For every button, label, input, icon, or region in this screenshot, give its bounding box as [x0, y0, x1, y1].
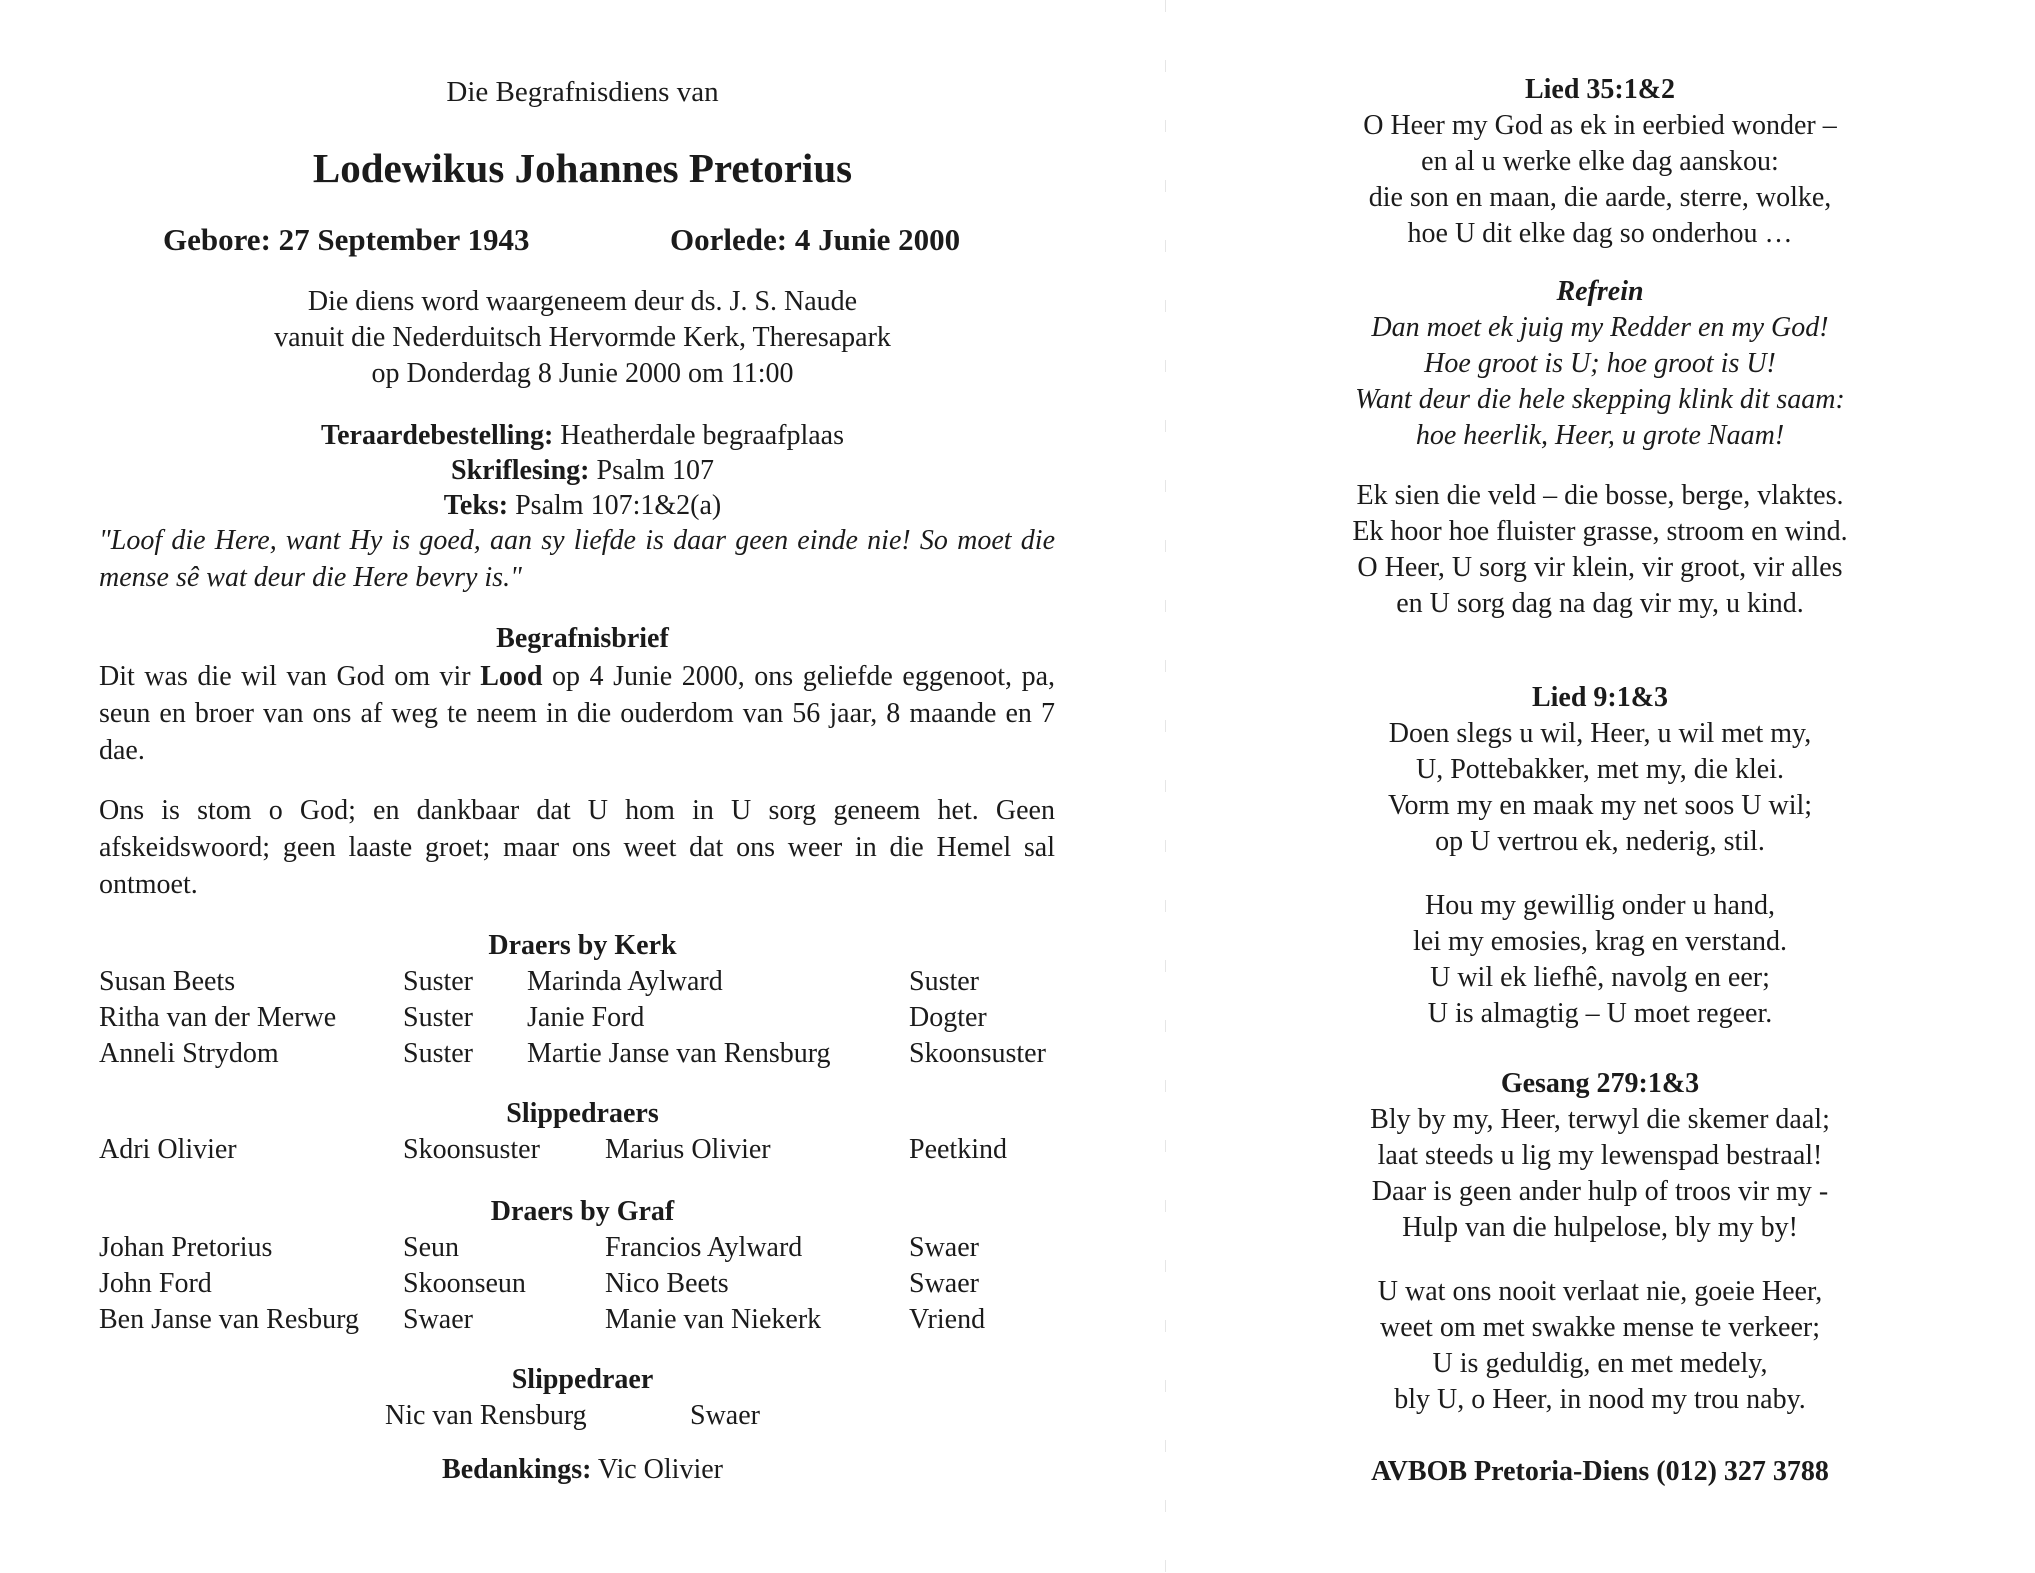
scripture-quote: "Loof die Here, want Hy is goed, aan sy liefde is daar geen einde nie! So moet die mense sê wat deur die Here bevry is."	[99, 525, 1055, 593]
bearer-relation: Swaer	[690, 1400, 760, 1431]
bearer-name: Adri Olivier	[99, 1134, 237, 1165]
text-label: Teks:	[443, 490, 509, 521]
bearer-row	[0, 1038, 1165, 1074]
bearer-relation: Skoonsuster	[909, 1038, 1046, 1069]
bearer-row	[0, 1134, 1165, 1170]
bearer-name: Janie Ford	[527, 1002, 645, 1033]
song-line: Ek sien die veld – die bosse, berge, vlaktes.	[1356, 480, 1844, 511]
song-line: Bly by my, Heer, terwyl die skemer daal;	[1370, 1104, 1830, 1135]
bearer-name: Nico Beets	[605, 1268, 729, 1299]
reading-label: Skriflesing:	[451, 455, 590, 486]
song-line: O Heer, U sorg vir klein, vir groot, vir alles	[1357, 552, 1843, 583]
refrain-line: Hoe groot is U; hoe groot is U!	[1424, 348, 1776, 379]
service-intro: Die Begrafnisdiens van	[446, 76, 719, 108]
bearer-relation: Suster	[403, 1038, 473, 1069]
bearer-relation: Skoonseun	[403, 1268, 526, 1299]
bearer-row	[0, 1002, 1165, 1038]
bearer-relation: Suster	[403, 1002, 473, 1033]
song-line: Vorm my en maak my net soos U wil;	[1387, 790, 1813, 821]
bearer-name: Nic van Rensburg	[385, 1400, 587, 1431]
song-1	[1165, 72, 2035, 252]
birth-date: Gebore: 27 September 1943	[163, 222, 530, 257]
bearer-name: Marinda Aylward	[527, 966, 723, 997]
bearer-relation: Suster	[403, 966, 473, 997]
song-2-verse-2	[1165, 888, 2035, 1032]
letter-paragraph-2: Ons is stom o God; en dankbaar dat U hom in U sorg geneem het. Geen afskeidswoord; geen laaste groet; maar ons weet dat ons weer in die Hemel sal ontmoet.	[99, 795, 1055, 900]
letter-paragraph-1	[99, 658, 1055, 769]
bearer-relation: Vriend	[909, 1304, 986, 1335]
song-line: die son en maan, die aarde, sterre, wolke,	[1368, 182, 1832, 213]
song-line: laat steeds u lig my lewenspad bestraal!	[1377, 1140, 1823, 1171]
refrain-line: hoe heerlik, Heer, u grote Naam!	[1415, 420, 1785, 451]
letter-text: op 4 Junie 2000, ons geliefde eggenoot, pa, seun en broer van ons af weg te neem in die ouderdom van 56 jaar, 8 maande en 7 dae.	[99, 661, 1056, 766]
burial-line	[0, 418, 1165, 453]
bearer-relation: Dogter	[909, 1002, 987, 1033]
song-title: Lied 9:1&3	[1531, 682, 1669, 713]
bearer-row	[0, 1400, 1165, 1436]
bearer-name: Johan Pretorius	[99, 1232, 273, 1263]
song-1-verse-2	[1165, 478, 2035, 622]
song-line: U wil ek liefhê, navolg en eer;	[1430, 962, 1770, 993]
letter-nickname: Lood	[480, 661, 543, 692]
refrain-line: Dan moet ek juig my Redder en my God!	[1371, 312, 1829, 343]
song-line: bly U, o Heer, in nood my trou naby.	[1394, 1384, 1806, 1415]
song-line: O Heer my God as ek in eerbied wonder –	[1363, 110, 1837, 141]
bearers-church-title: Draers by Kerk	[488, 930, 677, 961]
bearer-name: Martie Janse van Rensburg	[527, 1038, 831, 1069]
letter-text: Dit was die wil van God om vir	[99, 661, 481, 692]
song-line: weet om met swakke mense te verkeer;	[1379, 1312, 1821, 1343]
letter-title: Begrafnisbrief	[496, 623, 669, 654]
song-title: Gesang 279:1&3	[1500, 1068, 1700, 1099]
bearer-name: Anneli Strydom	[99, 1038, 279, 1069]
song-line: Hou my gewillig onder u hand,	[1425, 890, 1775, 921]
bearer-relation: Seun	[403, 1232, 459, 1263]
burial-value: Heatherdale begraafplaas	[560, 420, 844, 451]
song-line: U, Pottebakker, met my, die klei.	[1416, 754, 1784, 785]
bearer-row	[0, 1268, 1165, 1304]
bearer-name: Ben Janse van Resburg	[99, 1304, 359, 1335]
thanks-label: Bedankings:	[442, 1454, 592, 1485]
song-title: Lied 35:1&2	[1524, 74, 1676, 105]
pall-bearer-title: Slippedraer	[511, 1364, 654, 1395]
bearer-row	[0, 1232, 1165, 1268]
bearer-name: Francios Aylward	[605, 1232, 803, 1263]
burial-info	[0, 418, 1165, 523]
song-line: hoe U dit elke dag so onderhou …	[1407, 218, 1793, 249]
song-line: Hulp van die hulpelose, bly my by!	[1402, 1212, 1798, 1243]
song-2	[1165, 680, 2035, 860]
song-line: U is geduldig, en met medely,	[1432, 1348, 1768, 1379]
right-page	[1165, 0, 2035, 1573]
song-3-verse-2	[1165, 1274, 2035, 1418]
refrain-line: Want deur die hele skepping klink dit saam:	[1355, 384, 1845, 415]
bearer-relation: Swaer	[909, 1232, 979, 1263]
death-date: Oorlede: 4 Junie 2000	[670, 222, 961, 257]
song-line: op U vertrou ek, nederig, stil.	[1435, 826, 1765, 857]
service-line: vanuit die Nederduitsch Hervormde Kerk, Theresapark	[274, 322, 891, 353]
thanks-line	[0, 1454, 1165, 1486]
refrain	[1165, 274, 2035, 454]
reading-value: Psalm 107	[596, 455, 714, 486]
song-line: Daar is geen ander hulp of troos vir my -	[1371, 1176, 1829, 1207]
bearer-relation: Swaer	[909, 1268, 979, 1299]
text-line	[0, 488, 1165, 523]
bearer-name: Ritha van der Merwe	[99, 1002, 337, 1033]
bearer-name: Marius Olivier	[605, 1134, 771, 1165]
song-3	[1165, 1066, 2035, 1246]
service-line: op Donderdag 8 Junie 2000 om 11:00	[371, 358, 794, 389]
song-line: Doen slegs u wil, Heer, u wil met my,	[1388, 718, 1812, 749]
service-details	[0, 284, 1165, 392]
pall-bearers-title: Slippedraers	[506, 1098, 659, 1129]
bearer-relation: Skoonsuster	[403, 1134, 540, 1165]
bearer-name: Susan Beets	[99, 966, 236, 997]
song-line: en al u werke elke dag aanskou:	[1421, 146, 1779, 177]
deceased-name: Lodewikus Johannes Pretorius	[312, 145, 853, 191]
funeral-home-footer: AVBOB Pretoria-Diens (012) 327 3788	[1371, 1456, 1829, 1487]
song-line: U wat ons nooit verlaat nie, goeie Heer,	[1377, 1276, 1823, 1307]
bearers-grave-title: Draers by Graf	[490, 1196, 675, 1227]
bearer-relation: Suster	[909, 966, 979, 997]
song-line: Ek hoor hoe fluister grasse, stroom en wind.	[1352, 516, 1848, 547]
thanks-value: Vic Olivier	[597, 1454, 723, 1485]
song-line: lei my emosies, krag en verstand.	[1412, 926, 1787, 957]
bearer-row	[0, 966, 1165, 1002]
song-line: U is almagtig – U moet regeer.	[1427, 998, 1773, 1029]
bearer-name: Manie van Niekerk	[605, 1304, 822, 1335]
bearer-relation: Peetkind	[909, 1134, 1007, 1165]
refrain-title: Refrein	[1556, 276, 1644, 307]
bearer-row	[0, 1304, 1165, 1340]
song-line: en U sorg dag na dag vir my, u kind.	[1396, 588, 1804, 619]
service-line: Die diens word waargeneem deur ds. J. S. Naude	[307, 286, 858, 317]
text-value: Psalm 107:1&2(a)	[515, 490, 722, 521]
burial-label: Teraardebestelling:	[321, 420, 554, 451]
reading-line	[0, 453, 1165, 488]
bearer-relation: Swaer	[403, 1304, 473, 1335]
bearer-name: John Ford	[99, 1268, 212, 1299]
